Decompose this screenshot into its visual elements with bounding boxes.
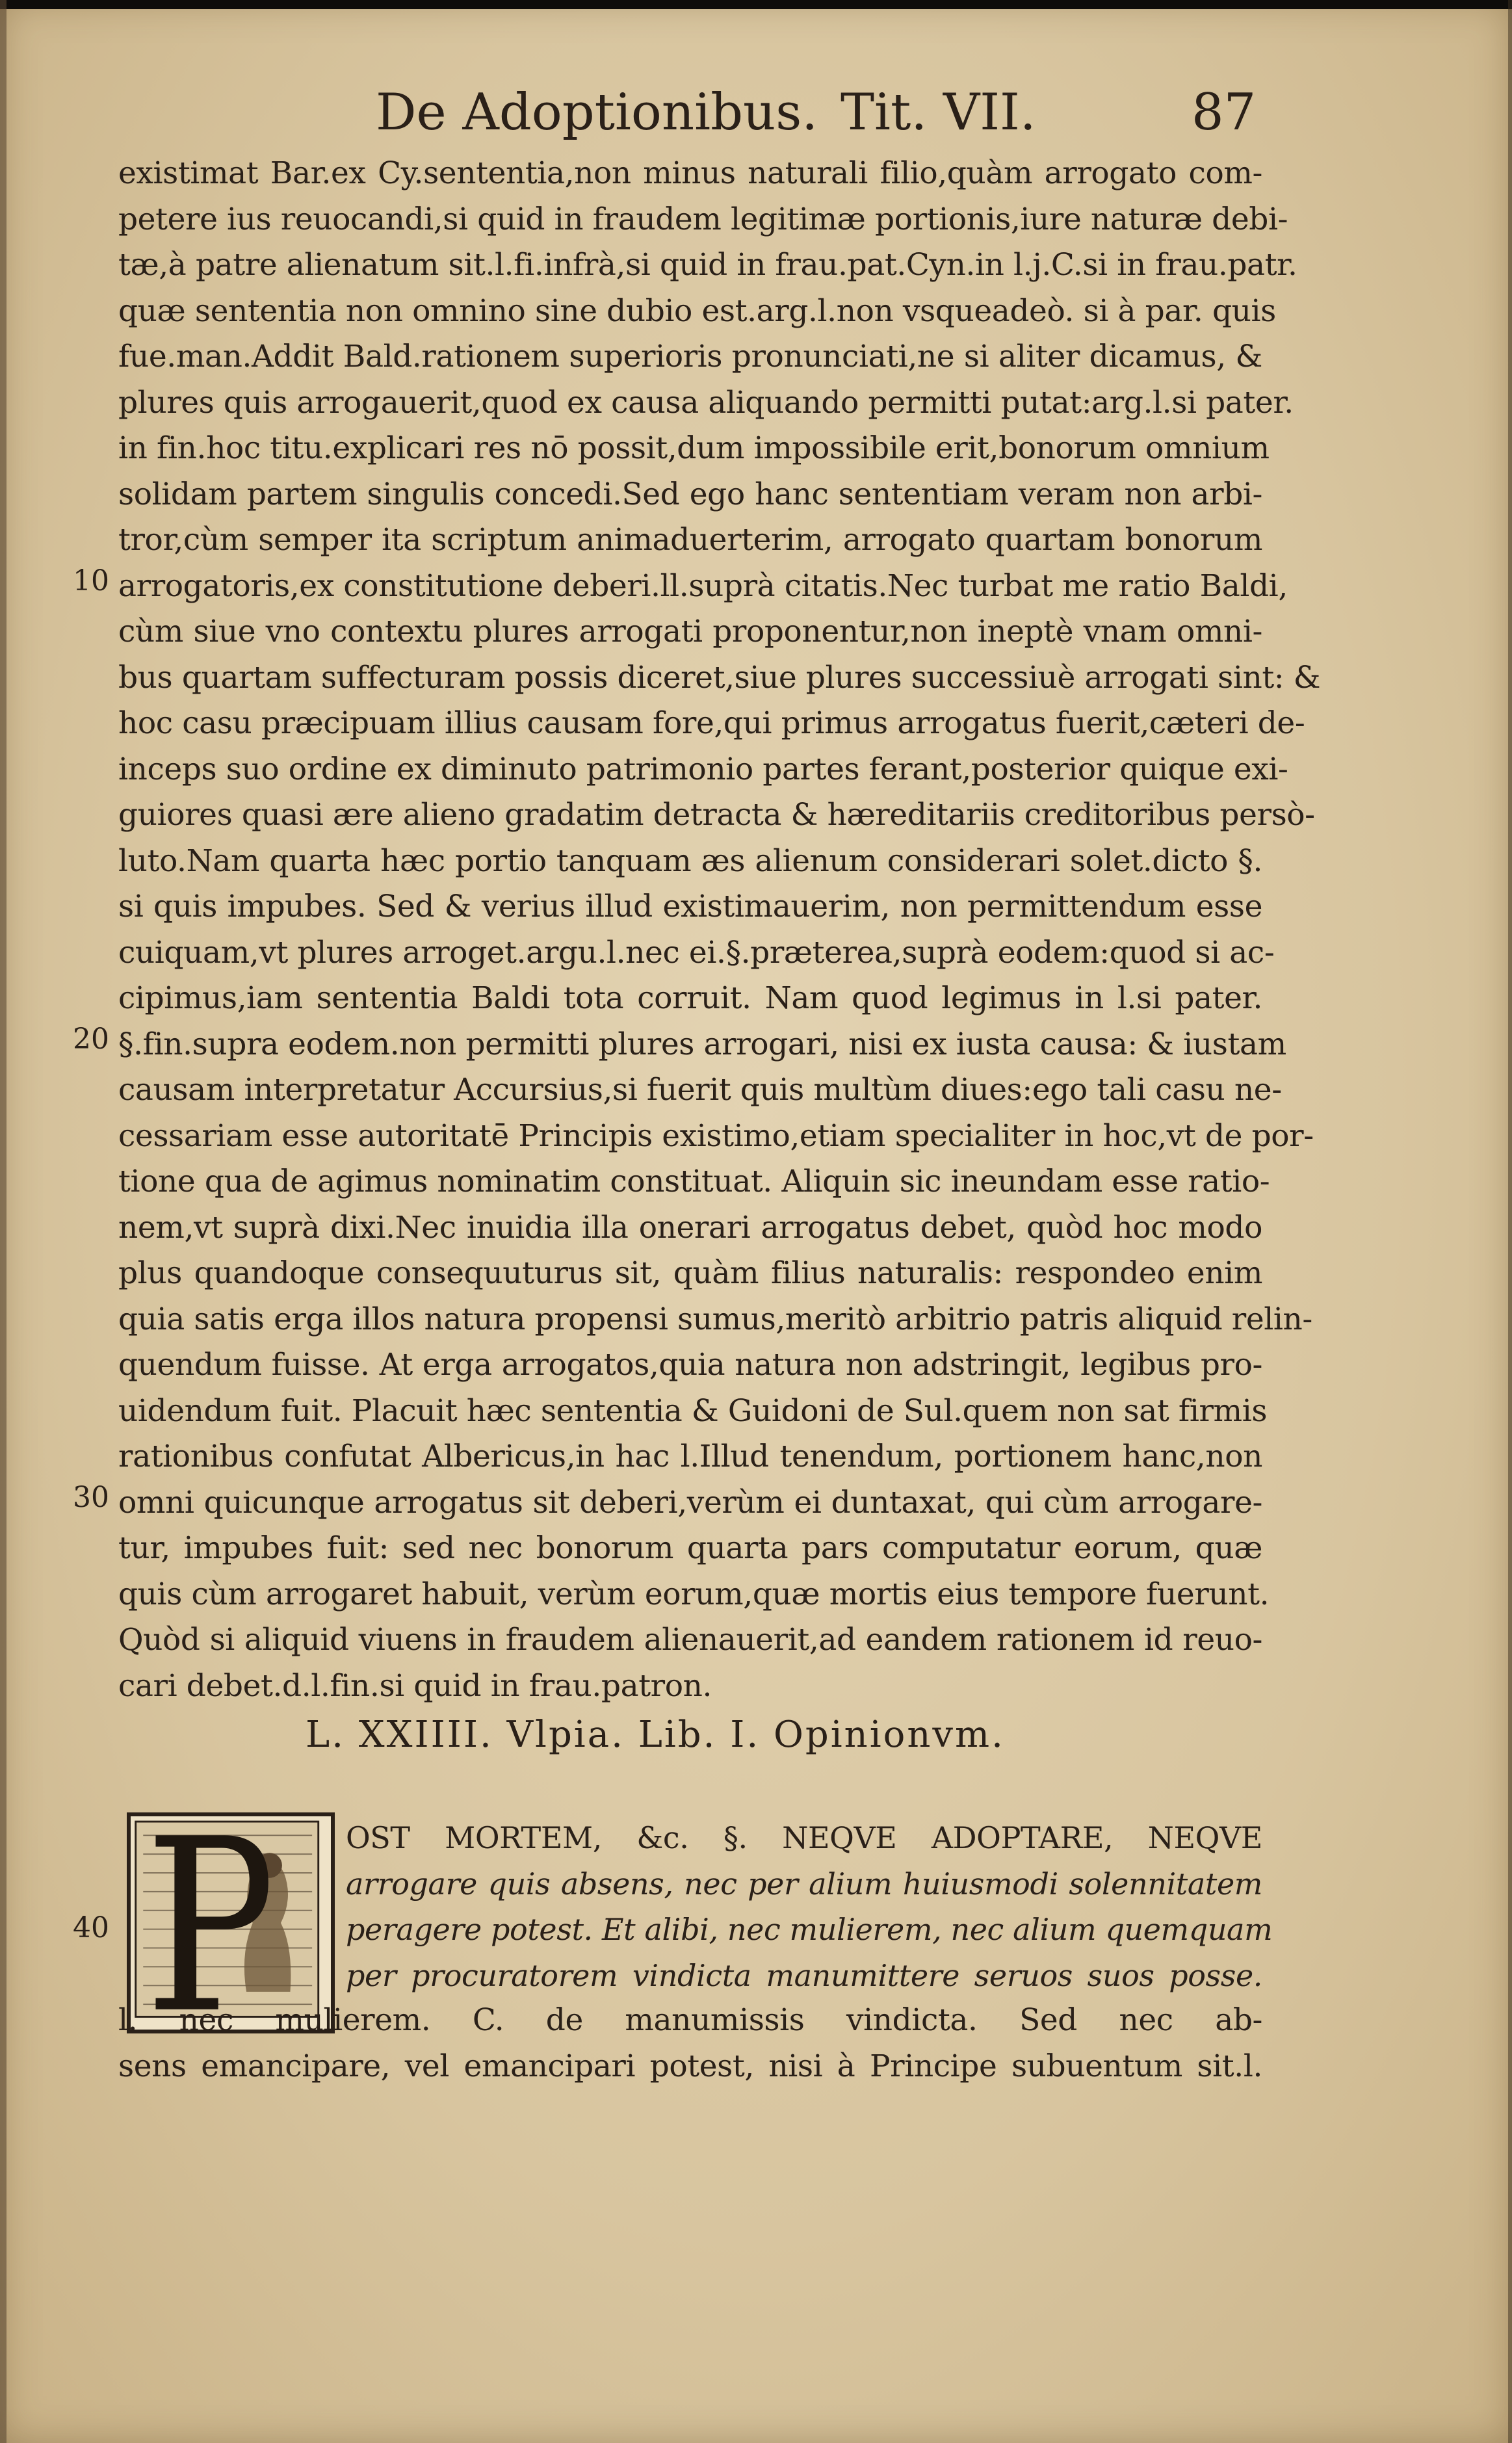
text-line: tror,cùm semper ita scriptum animaduerterim, arrogato quartam bonorum: [118, 522, 1262, 558]
text-line: tæ,à patre alienatum sit.l.fi.infrà,si quid in frau.pat.Cyn.in l.j.C.si in frau.patr.: [118, 247, 1297, 283]
text-line: in fin.hoc titu.explicari res nō possit,dum impossibile erit,bonorum omnium: [118, 430, 1270, 466]
text-line: §.fin.supra eodem.non permitti plures arrogari, nisi ex iusta causa: & iustam: [118, 1026, 1286, 1062]
text-line: tione qua de agimus nominatim constituat. Aliquin sic ineundam esse ratio-: [118, 1164, 1270, 1199]
text-line: cuiquam,vt plures arroget.argu.l.nec ei.§.præterea,suprà eodem:quod si ac-: [118, 934, 1275, 971]
text-line: existimat Bar.ex Cy.sententia,non minus naturali filio,quàm arrogato com-: [118, 155, 1262, 191]
line-number-10: 10: [73, 564, 109, 597]
text-line: rationibus confutat Albericus,in hac l.Illud tenendum, portionem hanc,non: [118, 1439, 1262, 1474]
text-line: cipimus,iam sententia Baldi tota corruit. Nam quod legimus in l.si pater.: [118, 980, 1262, 1016]
text-line: uidendum fuit. Placuit hæc sententia & Guidoni de Sul.quem non sat firmis: [118, 1392, 1268, 1429]
text-line: sens emancipare, vel emancipari potest, nisi à Principe subuentum sit.l.: [118, 2048, 1262, 2084]
scan-right-edge: [1508, 0, 1512, 2443]
text-line: peragere potest. Et alibi, nec mulierem, nec alium quemquam: [346, 1912, 1273, 1947]
text-line: l. nec mulierem. C. de manumissis vindicta. Sed nec ab-: [118, 2002, 1262, 2038]
text-line: hoc casu præcipuam illius causam fore,qui primus arrogatus fuerit,cæteri de-: [118, 705, 1305, 741]
scan-top-edge: [0, 0, 1512, 9]
text-line: cari debet.d.l.fin.si quid in frau.patron.: [118, 1667, 712, 1704]
text-line: plus quandoque consequuturus sit, quàm filius naturalis: respondeo enim: [118, 1255, 1262, 1291]
text-line: arrogatoris,ex constitutione deberi.ll.suprà citatis.Nec turbat me ratio Baldi,: [118, 568, 1288, 604]
text-line: quis cùm arrogaret habuit, verùm eorum,quæ mortis eius tempore fuerunt.: [118, 1576, 1270, 1612]
text-line: quendum fuisse. At erga arrogatos,quia natura non adstringit, legibus pro-: [118, 1347, 1262, 1383]
text-line: fue.man.Addit Bald.rationem superioris pronunciati,ne si aliter dicamus, &: [118, 339, 1262, 374]
text-line: omni quicunque arrogatus sit deberi,verùm ei duntaxat, qui cùm arrogare-: [118, 1484, 1262, 1521]
text-line: cùm siue vno contextu plures arrogati proponentur,non ineptè vnam omni-: [118, 614, 1262, 649]
opinion-paragraph-full: [118, 1998, 1262, 2089]
running-head-titulus: Tit. VII.: [841, 83, 1036, 142]
text-line: OST MORTEM, &c. §. NEQVE ADOPTARE, NEQVE: [346, 1820, 1262, 1855]
page-number: 87: [1192, 83, 1257, 142]
main-paragraph: [118, 151, 1321, 1709]
text-line: si quis impubes. Sed & verius illud existimauerim, non permittendum esse: [118, 889, 1262, 924]
line-number-30: 30: [73, 1481, 109, 1514]
opinion-paragraph-narrow: [346, 1815, 1273, 1998]
text-line: causam interpretatur Accursius,si fuerit quis multùm diues:ego tali casu ne-: [118, 1072, 1282, 1108]
line-number-20: 20: [73, 1023, 109, 1056]
text-line: tur, impubes fuit: sed nec bonorum quarta pars computatur eorum, quæ: [118, 1530, 1262, 1566]
section-heading: L. XXIIII. Vlpia. Lib. I. Opinionvm.: [306, 1714, 1005, 1756]
text-line: Quòd si aliquid viuens in fraudem alienauerit,ad eandem rationem id reuo-: [118, 1622, 1262, 1658]
text-line: luto.Nam quarta hæc portio tanquam æs alienum considerari solet.dicto §.: [118, 843, 1262, 879]
text-line: guiores quasi ære alieno gradatim detracta & hæreditariis creditoribus persò-: [118, 797, 1315, 833]
text-line: quæ sententia non omnino sine dubio est.arg.l.non vsqueadeò. si à par. quis: [118, 293, 1276, 329]
text-line: solidam partem singulis concedi.Sed ego hanc sententiam veram non arbi-: [118, 476, 1262, 512]
text-line: quia satis erga illos natura propensi sumus,meritò arbitrio patris aliquid relin-: [118, 1301, 1312, 1337]
text-line: arrogare quis absens, nec per alium huiusmodi solennitatem: [346, 1866, 1262, 1901]
text-line: per procuratorem vindicta manumittere seruos suos posse.: [346, 1957, 1262, 1993]
text-line: inceps suo ordine ex diminuto patrimonio partes ferant,posterior quique exi-: [118, 751, 1288, 787]
text-line: cessariam esse autoritatē Principis existimo,etiam specialiter in hoc,vt de por-: [118, 1117, 1314, 1154]
text-line: nem,vt suprà dixi.Nec inuidia illa onerari arrogatus debet, quòd hoc modo: [118, 1209, 1262, 1246]
running-head-title: De Adoptionibus.: [376, 83, 818, 142]
text-line: bus quartam suffecturam possis diceret,siue plures successiuè arrogati sint: &: [118, 659, 1321, 696]
text-line: petere ius reuocandi,si quid in fraudem legitimæ portionis,iure naturæ debi-: [118, 201, 1288, 237]
scan-left-edge: [0, 0, 7, 2443]
text-line: plures quis arrogauerit,quod ex causa aliquando permitti putat:arg.l.si pater.: [118, 384, 1294, 421]
line-number-40: 40: [73, 1911, 109, 1944]
